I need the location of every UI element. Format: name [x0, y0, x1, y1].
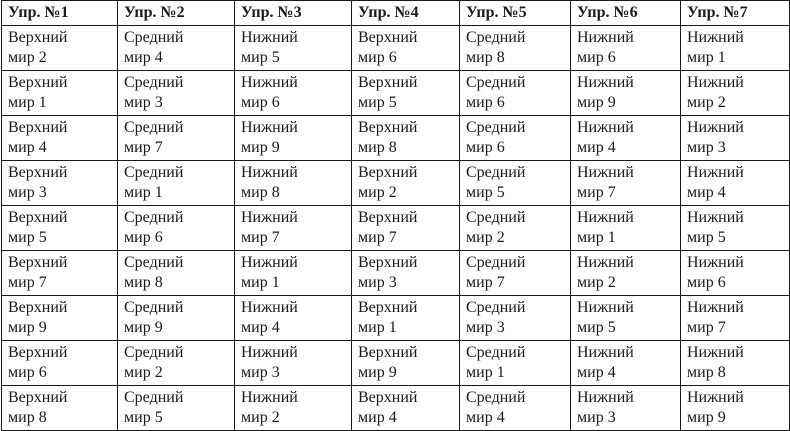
cell-world-number: мир 3: [124, 94, 163, 111]
cell-world-name: Средний: [466, 299, 526, 316]
cell-world-name: Нижний: [577, 164, 634, 181]
cell-world-name: Нижний: [687, 29, 744, 46]
cell-world-name: Верхний: [8, 209, 68, 226]
cell-world-name: Средний: [466, 254, 526, 271]
cell-world-number: мир 3: [466, 319, 505, 336]
table-header: [2, 1, 790, 26]
cell-world-name: Нижний: [577, 299, 634, 316]
cell-world-name: Верхний: [358, 164, 418, 181]
cell-world-number: мир 3: [241, 364, 280, 381]
table-row: [2, 161, 790, 206]
cell-world-name: Нижний: [687, 389, 744, 406]
table-cell: [2, 251, 118, 296]
cell-world-name: Средний: [466, 344, 526, 361]
cell-world-number: мир 7: [687, 319, 726, 336]
cell-world-number: мир 1: [8, 94, 47, 111]
table-cell: [352, 161, 460, 206]
table-cell: [460, 26, 571, 71]
cell-world-name: Верхний: [8, 254, 68, 271]
table-cell: [235, 71, 352, 116]
cell-world-number: мир 4: [124, 49, 163, 66]
table-cell: [2, 386, 118, 431]
cell-world-name: Нижний: [687, 119, 744, 136]
cell-world-number: мир 6: [577, 49, 616, 66]
table-cell: [118, 386, 235, 431]
header-cell: Упр. №5: [460, 1, 571, 26]
cell-world-name: Верхний: [8, 389, 68, 406]
table-cell: [571, 386, 681, 431]
header-cell: Упр. №2: [118, 1, 235, 26]
cell-world-number: мир 5: [687, 229, 726, 246]
cell-world-name: Нижний: [241, 389, 298, 406]
cell-world-number: мир 7: [124, 139, 163, 156]
cell-world-number: мир 2: [466, 229, 505, 246]
table-cell: [235, 206, 352, 251]
table-cell: [118, 206, 235, 251]
cell-world-number: мир 2: [124, 364, 163, 381]
cell-world-number: мир 8: [8, 409, 47, 426]
cell-world-name: Верхний: [8, 119, 68, 136]
table-cell: [460, 341, 571, 386]
table-cell: [118, 296, 235, 341]
cell-world-number: мир 9: [241, 139, 280, 156]
cell-world-name: Нижний: [241, 209, 298, 226]
cell-world-name: Нижний: [241, 74, 298, 91]
cell-world-name: Средний: [466, 74, 526, 91]
cell-world-number: мир 2: [687, 94, 726, 111]
table-row: [2, 296, 790, 341]
cell-world-name: Верхний: [358, 299, 418, 316]
cell-world-number: мир 4: [358, 409, 397, 426]
cell-world-number: мир 4: [8, 139, 47, 156]
table-cell: [571, 251, 681, 296]
table-cell: [2, 116, 118, 161]
header-cell: Упр. №1: [2, 1, 118, 26]
table-cell: [681, 71, 790, 116]
cell-world-name: Нижний: [577, 29, 634, 46]
table-cell: [681, 116, 790, 161]
table-cell: [235, 161, 352, 206]
cell-world-name: Нижний: [687, 344, 744, 361]
cell-world-number: мир 2: [358, 184, 397, 201]
cell-world-number: мир 3: [358, 274, 397, 291]
cell-world-name: Нижний: [577, 74, 634, 91]
table-cell: [571, 71, 681, 116]
table-cell: [681, 251, 790, 296]
table-cell: [352, 71, 460, 116]
cell-world-name: Средний: [466, 209, 526, 226]
cell-world-number: мир 2: [241, 409, 280, 426]
cell-world-number: мир 3: [577, 409, 616, 426]
cell-world-name: Верхний: [8, 74, 68, 91]
table-cell: [235, 116, 352, 161]
cell-world-name: Средний: [466, 29, 526, 46]
cell-world-number: мир 8: [241, 184, 280, 201]
table-cell: [235, 26, 352, 71]
header-row: [2, 1, 790, 26]
cell-world-name: Верхний: [358, 29, 418, 46]
table-cell: [571, 206, 681, 251]
cell-world-number: мир 1: [577, 229, 616, 246]
table-cell: [571, 296, 681, 341]
cell-world-name: Нижний: [241, 164, 298, 181]
cell-world-number: мир 5: [358, 94, 397, 111]
header-cell: Упр. №6: [571, 1, 681, 26]
table-cell: [460, 386, 571, 431]
table-cell: [460, 116, 571, 161]
cell-world-name: Верхний: [8, 29, 68, 46]
table-cell: [571, 26, 681, 71]
table-cell: [571, 116, 681, 161]
table-cell: [681, 161, 790, 206]
cell-world-number: мир 4: [466, 409, 505, 426]
cell-world-number: мир 8: [358, 139, 397, 156]
cell-world-number: мир 4: [577, 364, 616, 381]
cell-world-name: Нижний: [687, 209, 744, 226]
table-cell: [460, 71, 571, 116]
cell-world-name: Средний: [124, 29, 184, 46]
table-row: [2, 26, 790, 71]
table-row: [2, 386, 790, 431]
table-row: [2, 116, 790, 161]
table-cell: [2, 71, 118, 116]
cell-world-name: Средний: [124, 209, 184, 226]
table-cell: [2, 296, 118, 341]
cell-world-name: Средний: [124, 164, 184, 181]
header-cell: Упр. №4: [352, 1, 460, 26]
table-cell: [352, 251, 460, 296]
cell-world-number: мир 6: [466, 139, 505, 156]
table-cell: [352, 26, 460, 71]
cell-world-number: мир 1: [687, 49, 726, 66]
cell-world-number: мир 9: [358, 364, 397, 381]
table-cell: [681, 386, 790, 431]
cell-world-name: Нижний: [687, 299, 744, 316]
cell-world-number: мир 8: [124, 274, 163, 291]
table-cell: [681, 341, 790, 386]
cell-world-number: мир 3: [687, 139, 726, 156]
cell-world-name: Средний: [466, 119, 526, 136]
cell-world-name: Нижний: [241, 29, 298, 46]
cell-world-number: мир 1: [124, 184, 163, 201]
cell-world-number: мир 7: [577, 184, 616, 201]
cell-world-number: мир 6: [124, 229, 163, 246]
table-cell: [2, 341, 118, 386]
table-cell: [235, 341, 352, 386]
cell-world-number: мир 9: [124, 319, 163, 336]
table-cell: [681, 206, 790, 251]
cell-world-name: Средний: [124, 74, 184, 91]
cell-world-number: мир 6: [241, 94, 280, 111]
cell-world-number: мир 3: [8, 184, 47, 201]
table-cell: [235, 251, 352, 296]
cell-world-name: Нижний: [577, 254, 634, 271]
cell-world-number: мир 7: [358, 229, 397, 246]
table-row: [2, 251, 790, 296]
cell-world-name: Верхний: [358, 344, 418, 361]
table-cell: [460, 251, 571, 296]
table-cell: [118, 161, 235, 206]
cell-world-number: мир 9: [8, 319, 47, 336]
table-cell: [118, 251, 235, 296]
cell-world-name: Средний: [466, 389, 526, 406]
cell-world-number: мир 1: [241, 274, 280, 291]
cell-world-name: Нижний: [241, 254, 298, 271]
cell-world-number: мир 8: [466, 49, 505, 66]
table-cell: [235, 386, 352, 431]
table-body: [2, 26, 790, 431]
table-cell: [352, 296, 460, 341]
table-cell: [460, 206, 571, 251]
cell-world-number: мир 5: [124, 409, 163, 426]
table-cell: [681, 296, 790, 341]
table-cell: [352, 386, 460, 431]
cell-world-name: Нижний: [241, 299, 298, 316]
cell-world-number: мир 5: [577, 319, 616, 336]
table-cell: [460, 161, 571, 206]
table-row: [2, 71, 790, 116]
cell-world-number: мир 1: [358, 319, 397, 336]
cell-world-name: Нижний: [687, 164, 744, 181]
cell-world-number: мир 2: [8, 49, 47, 66]
cell-world-number: мир 5: [466, 184, 505, 201]
cell-world-name: Нижний: [687, 74, 744, 91]
cell-world-number: мир 6: [687, 274, 726, 291]
cell-world-name: Нижний: [577, 344, 634, 361]
table-row: [2, 206, 790, 251]
cell-world-name: Верхний: [8, 299, 68, 316]
table-cell: [681, 26, 790, 71]
cell-world-number: мир 7: [466, 274, 505, 291]
table-cell: [571, 341, 681, 386]
cell-world-name: Средний: [466, 164, 526, 181]
table-cell: [235, 296, 352, 341]
table-cell: [2, 206, 118, 251]
cell-world-name: Верхний: [358, 209, 418, 226]
cell-world-number: мир 6: [8, 364, 47, 381]
cell-world-name: Нижний: [577, 389, 634, 406]
cell-world-number: мир 9: [687, 409, 726, 426]
exercise-table: [1, 0, 790, 431]
cell-world-number: мир 4: [577, 139, 616, 156]
table-cell: [118, 116, 235, 161]
cell-world-number: мир 5: [8, 229, 47, 246]
cell-world-name: Средний: [124, 344, 184, 361]
cell-world-number: мир 4: [687, 184, 726, 201]
table-cell: [118, 26, 235, 71]
header-cell: Упр. №3: [235, 1, 352, 26]
cell-world-name: Средний: [124, 254, 184, 271]
cell-world-name: Средний: [124, 389, 184, 406]
cell-world-number: мир 4: [241, 319, 280, 336]
table-cell: [2, 26, 118, 71]
table-cell: [571, 161, 681, 206]
cell-world-name: Средний: [124, 299, 184, 316]
cell-world-name: Верхний: [358, 254, 418, 271]
cell-world-number: мир 6: [466, 94, 505, 111]
cell-world-number: мир 1: [466, 364, 505, 381]
cell-world-number: мир 7: [8, 274, 47, 291]
cell-world-name: Верхний: [358, 74, 418, 91]
cell-world-name: Верхний: [358, 389, 418, 406]
cell-world-number: мир 5: [241, 49, 280, 66]
table-cell: [2, 161, 118, 206]
table-cell: [352, 341, 460, 386]
cell-world-number: мир 2: [577, 274, 616, 291]
table-row: [2, 341, 790, 386]
table-cell: [460, 296, 571, 341]
cell-world-name: Нижний: [577, 119, 634, 136]
cell-world-number: мир 8: [687, 364, 726, 381]
cell-world-number: мир 9: [577, 94, 616, 111]
cell-world-name: Нижний: [687, 254, 744, 271]
cell-world-name: Средний: [124, 119, 184, 136]
cell-world-number: мир 7: [241, 229, 280, 246]
table-cell: [352, 206, 460, 251]
table-cell: [118, 341, 235, 386]
cell-world-name: Верхний: [8, 344, 68, 361]
cell-world-name: Верхний: [8, 164, 68, 181]
table-cell: [352, 116, 460, 161]
header-cell: Упр. №7: [681, 1, 790, 26]
cell-world-name: Нижний: [241, 119, 298, 136]
cell-world-name: Верхний: [358, 119, 418, 136]
table-cell: [118, 71, 235, 116]
cell-world-name: Нижний: [577, 209, 634, 226]
cell-world-number: мир 6: [358, 49, 397, 66]
cell-world-name: Нижний: [241, 344, 298, 361]
